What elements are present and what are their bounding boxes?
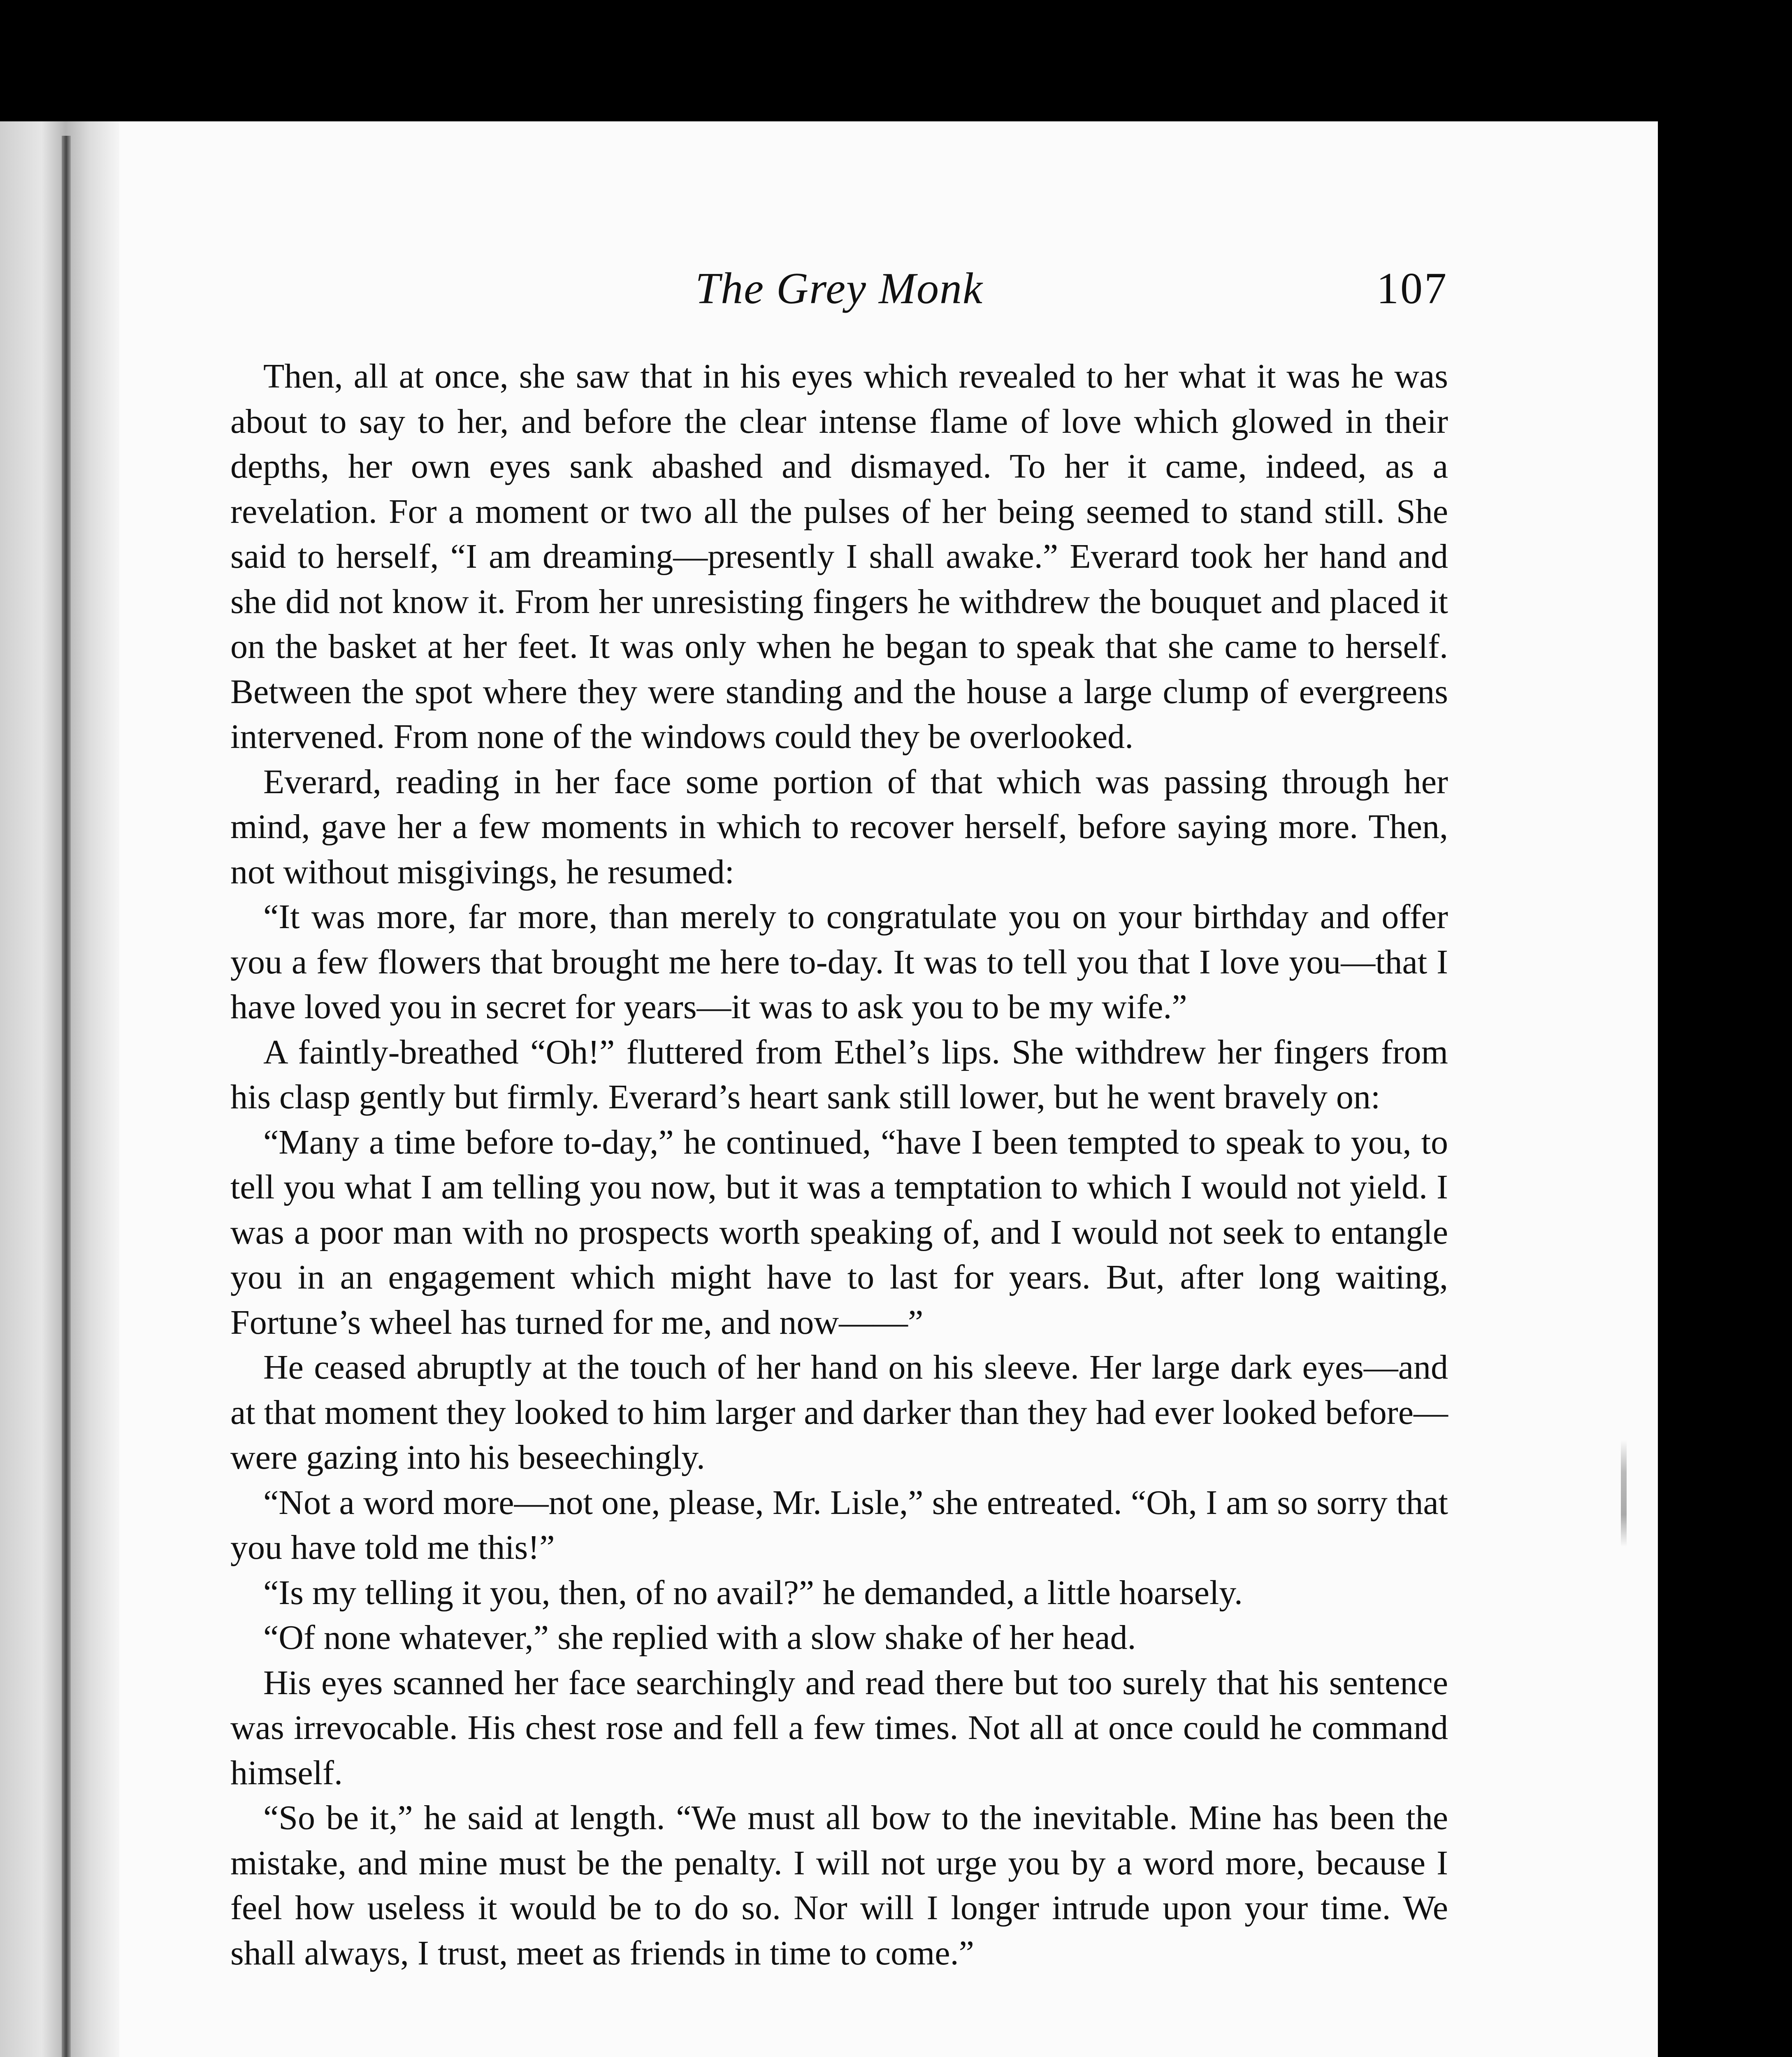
paragraph: “Many a time before to-day,” he continued, “have I been tempted to speak to you, to tell you what I am telling you now, but it was a temptation to which I would not yield. I was a poor man with no prospects worth speaking of, and I would not seek to entangle you in an engagement which might have to last for years. But, after long waiting, Fortune’s wheel has turned for me, and now——” [230,1123,1448,1342]
paragraph: “So be it,” he said at length. “We must all bow to the inevitable. Mine has been the mistake, and mine must be the penalty. I will not urge you by a word more, because I feel how useless it would be to do so. Nor will I longer intrude upon your time. We shall always, I trust, meet as friends in time to come.” [230,1799,1448,1972]
paragraph: Then, all at once, she saw that in his eyes which revealed to her what it was he was about to say to her, and before the clear intense flame of love which glowed in their depths, her own eyes sank abashed and dismayed. To her it came, indeed, as a revelation. For a moment or two all the pulses of her being seemed to stand still. She said to herself, “I am dreaming—presently I shall awake.” Everard took her hand and she did not know it. From her unresisting fingers he withdrew the bouquet and placed it on the basket at her feet. It was only when he began to speak that she came to herself. Between the spot where they were standing and the house a large clump of evergreens intervened. From none of the windows could they be overlooked. [230,357,1448,756]
running-head [230,263,1448,317]
paragraph: “Is my telling it you, then, of no avail?” he demanded, a little hoarsely. [263,1573,1243,1612]
paragraph: “Not a word more—not one, please, Mr. Lisle,” she entreated. “Oh, I am so sorry that you have told me this!” [230,1483,1448,1567]
body-text [230,354,1448,1976]
scan-artifact [1621,1440,1627,1547]
paragraph: “It was more, far more, than merely to congratulate you on your birthday and offer you a few flowers that brought me here to-day. It was to tell you that I love you—that I have loved you in secret for years—it was to ask you to be my wife.” [230,898,1448,1026]
page-number: 107 [1376,264,1448,313]
running-title: The Grey Monk [695,264,983,313]
paragraph: He ceased abruptly at the touch of her hand on his sleeve. Her large dark eyes—and at that moment they looked to him larger and darker than they had ever looked before—were gazing into his beseechingly. [230,1348,1448,1477]
paragraph: Everard, reading in her face some portion of that which was passing through her mind, gave her a few moments in which to recover herself, before saying more. Then, not without misgivings, he resumed: [230,762,1448,891]
binding-gutter [0,121,119,2057]
paragraph: His eyes scanned her face searchingly and read there but too surely that his sentence was irrevocable. His chest rose and fell a few times. Not all at once could he command himself. [230,1663,1448,1792]
binding-shadow [62,136,71,2057]
paragraph: “Of none whatever,” she replied with a slow shake of her head. [263,1618,1136,1657]
paragraph: A faintly-breathed “Oh!” fluttered from Ethel’s lips. She withdrew her fingers from his clasp gently but firmly. Everard’s heart sank still lower, but he went bravely on: [230,1033,1448,1116]
